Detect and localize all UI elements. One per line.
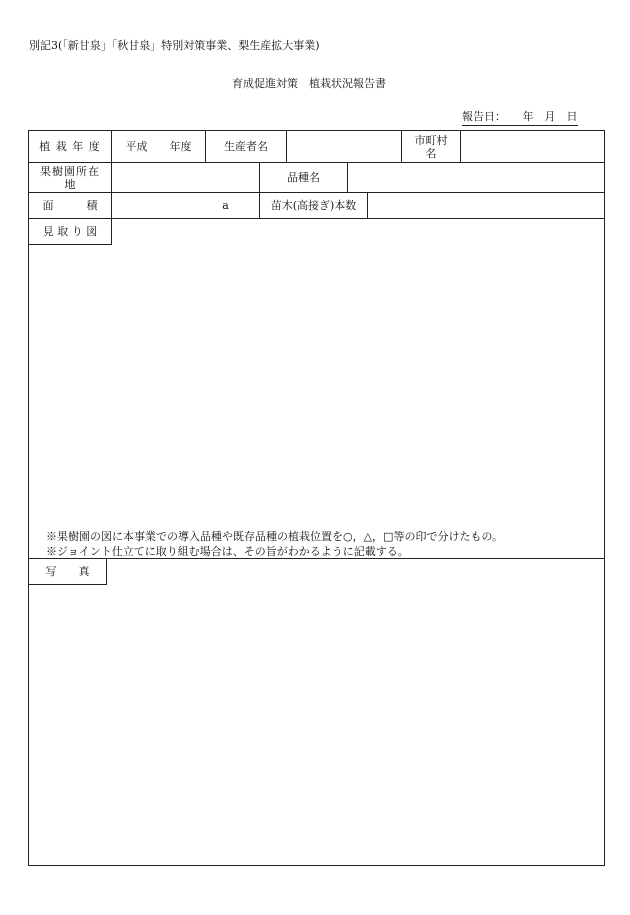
annex-label: 別記3(「新甘泉」「秋甘泉」特別対策事業、梨生産拡大事業)	[29, 39, 320, 52]
map-label: 見 取 り 図	[42, 225, 98, 238]
seedling-count-label: 苗木(高接ぎ)本数	[270, 199, 357, 212]
producer-field[interactable]	[287, 131, 401, 162]
map-note-2: ※ジョイント仕立てに取り組む場合は、その旨がわかるように記載する。	[46, 545, 409, 558]
orchard-location-field[interactable]	[112, 163, 259, 192]
variety-field[interactable]	[348, 163, 604, 192]
municipality-label	[402, 131, 460, 162]
area-label: 面 積	[42, 199, 98, 212]
area-unit: a	[222, 199, 229, 212]
area-field[interactable]	[112, 193, 259, 218]
map-drawing-area[interactable]	[112, 245, 604, 520]
orchard-location-label-line2: 地	[64, 177, 76, 191]
photo-label: 写 真	[45, 565, 90, 578]
report-date: 報告日： 年 月 日	[462, 108, 578, 126]
map-note-1: ※果樹園の図に本事業での導入品種や既存品種の植栽位置を○，△，□等の印で分けたもの。	[46, 530, 504, 543]
photo-area[interactable]	[107, 585, 604, 864]
orchard-location-label-line1: 果樹園所在	[40, 164, 100, 178]
municipality-field[interactable]	[461, 131, 604, 162]
municipality-label-line1: 市町村	[414, 133, 448, 147]
municipality-label-line2: 名	[425, 146, 437, 160]
seedling-count-field[interactable]	[368, 193, 604, 218]
variety-label: 品種名	[287, 171, 320, 184]
planting-year-label: 植 栽 年 度	[39, 140, 101, 153]
planting-year-field[interactable]: 平成 年度	[125, 140, 192, 153]
orchard-location-label	[29, 163, 111, 192]
producer-label: 生産者名	[224, 140, 268, 153]
document-title: 育成促進対策 植栽状況報告書	[232, 77, 386, 90]
